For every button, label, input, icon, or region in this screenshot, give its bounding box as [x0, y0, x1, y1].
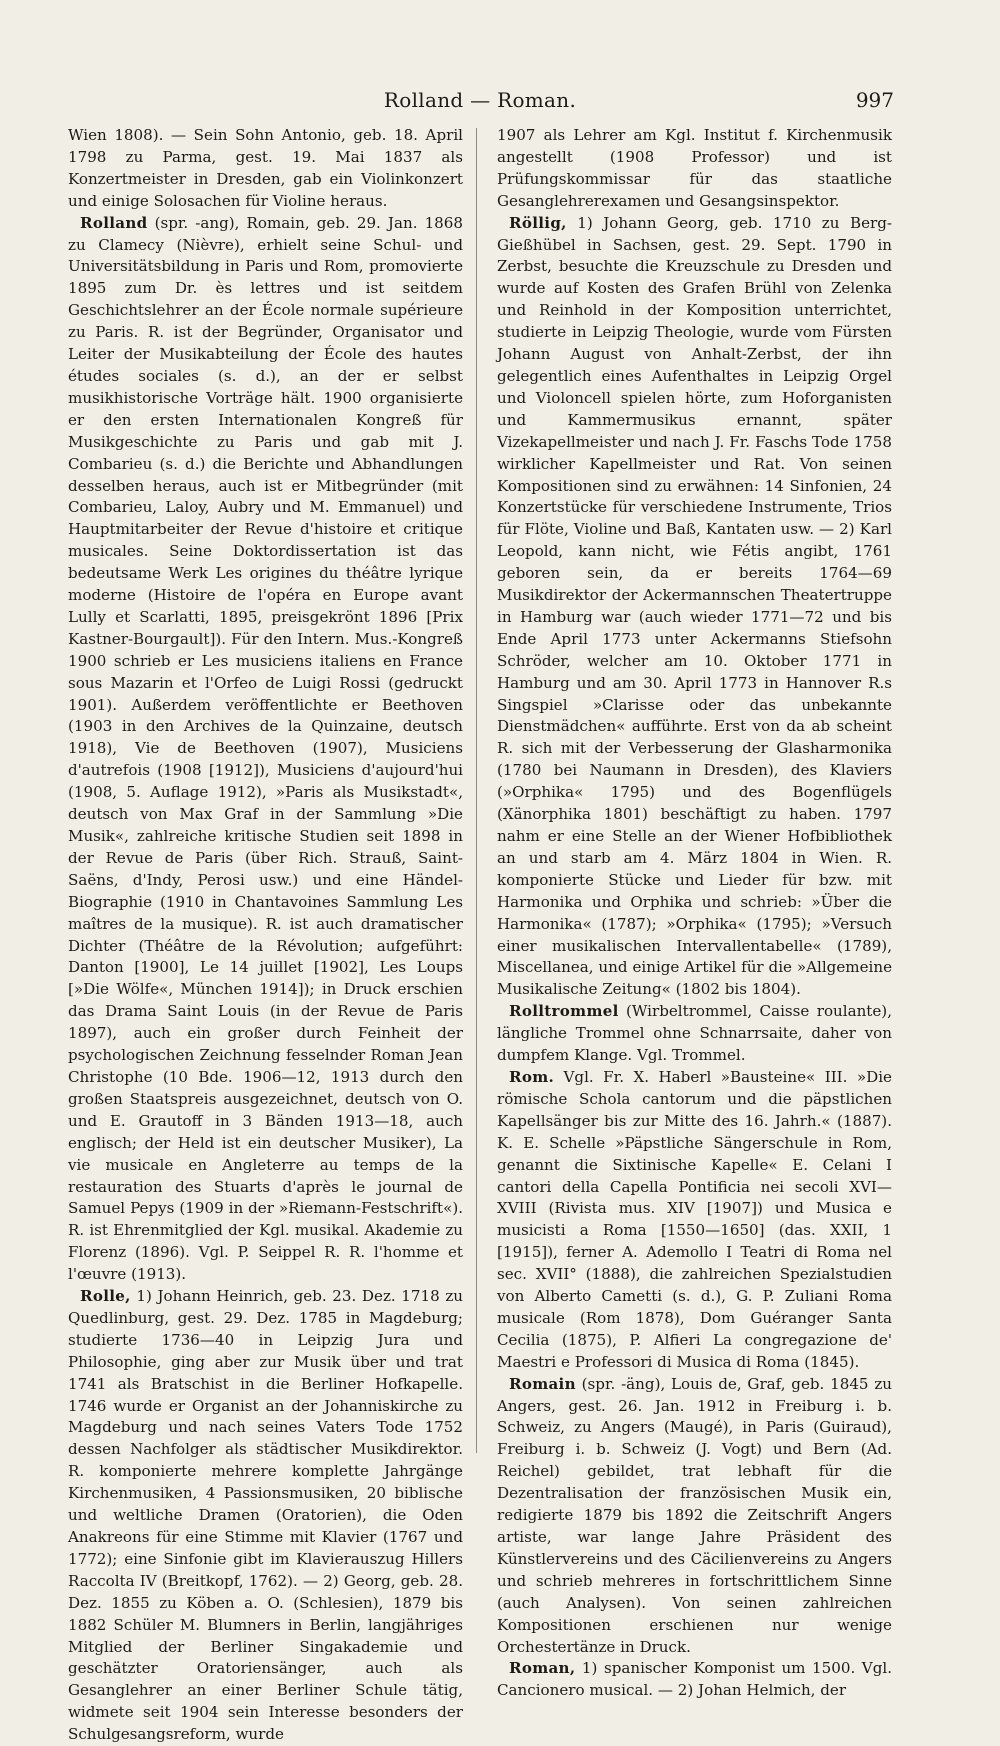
entry-paragraph	[497, 213, 892, 1002]
right-column	[497, 125, 892, 1702]
page-header	[66, 88, 894, 118]
entry-text: Wien 1808). — Sein Sohn Antonio, geb. 18. April 1798 zu Parma, gest. 19. Mai 1837 als Konzertmeister in Dresden, gab ein Violinkonzert und einige Solosachen für Violine heraus.	[68, 126, 463, 210]
running-head: Rolland — Roman.	[383, 88, 577, 112]
entry-paragraph	[497, 125, 892, 213]
entry-paragraph	[68, 125, 463, 213]
entry-text: 1907 als Lehrer am Kgl. Institut f. Kirchenmusik angestellt (1908 Professor) und ist Prüfungskommissar für das staatliche Gesanglehrerexamen und Gesangsinspektor.	[497, 126, 892, 210]
entry-lemma: Rolltrommel	[509, 1002, 619, 1021]
entry-text: 1) Johann Georg, geb. 1710 zu Berg-Gießhübel in Sachsen, gest. 29. Sept. 1790 in Zerbst, besuchte die Kreuzschule zu Dresden und wurde auf Kosten des Grafen Brühl von Zelenka und Reinhold in der Komposition unterrichtet, studierte in Leipzig Theologie, wurde vom Fürsten Johann August von Anhalt-Zerbst, der ihn gelegentlich eines Aufenthaltes in Leipzig Orgel und Violoncell spielen hörte, zum Hoforganisten und Kammermusikus ernannt, später Vizekapellmeister und nach J. Fr. Faschs Tode 1758 wirklicher Kapellmeister und Rat. Von seinen Kompositionen sind zu erwähnen: 14 Sinfonien, 24 Konzertstücke für verschiedene Instrumente, Trios für Flöte, Violine und Baß, Kantaten usw. — 2) Karl Leopold, kann nicht, wie Fétis angibt, 1761 geboren sein, da er bereits 1764—69 Musikdirektor der Ackermannschen Theatertruppe in Hamburg war (auch wieder 1771—72 und bis Ende April 1773 unter Ackermanns Stiefsohn Schröder, welcher am 10. Oktober 1771 in Hamburg und am 30. April 1773 in Hannover R.s Singspiel »Clarisse oder das unbekannte Dienstmädchen« aufführte. Erst von da ab scheint R. sich mit der Verbesserung der Glasharmonika (1780 bei Naumann in Dresden), des Klaviers (»Orphika« 1795) und des Bogenflügels (Xänorphika 1801) beschäftigt zu haben. 1797 nahm er eine Stelle an der Wiener Hofbibliothek an und starb am 4. März 1804 in Wien. R. komponierte Stücke und Lieder für bzw. mit Harmonika und Orphika und schrieb: »Über die Harmonika« (1787); »Orphika« (1795); »Versuch einer musikalischen Intervallentabelle« (1789), Miscellanea, und einige Artikel für die »Allgemeine Musikalische Zeitung« (1802 bis 1804).	[497, 213, 892, 999]
entry-paragraph	[497, 1658, 892, 1702]
entry-paragraph	[497, 1067, 892, 1374]
entry-lemma: Rolland	[80, 213, 148, 232]
entry-lemma: Romain	[509, 1374, 576, 1393]
entry-paragraph	[497, 1001, 892, 1067]
entry-lemma: Röllig,	[509, 213, 567, 232]
left-column	[68, 125, 463, 1746]
entry-paragraph	[497, 1374, 892, 1659]
entry-text: 1) Johann Heinrich, geb. 23. Dez. 1718 zu Quedlinburg, gest. 29. Dez. 1785 in Magdeburg; studierte 1736—40 in Leipzig Jura und Philosophie, ging aber zur Musik über und trat 1741 als Bratschist in die Berliner Hofkapelle. 1746 wurde er Organist an der Johanniskirche zu Magdeburg und nach seines Vaters Tode 1752 dessen Nachfolger als städtischer Musikdirektor. R. komponierte mehrere komplette Jahrgänge Kirchenmusiken, 4 Passionsmusiken, 20 biblische und weltliche Dramen (Oratorien), die Oden Anakreons für eine Stimme mit Klavier (1767 und 1772); eine Sinfonie gibt im Klavierauszug Hillers Raccolta IV (Breitkopf, 1762). — 2) Georg, geb. 28. Dez. 1855 zu Köben a. O. (Schlesien), 1879 bis 1882 Schüler M. Blumners in Berlin, langjähriges Mitglied der Berliner Singakademie und geschätzter Oratoriensänger, auch als Gesanglehrer an einer Berliner Schule tätig, widmete seit 1904 sein Interesse besonders der Schulgesangsreform, wurde	[68, 1287, 463, 1744]
page-number: 997	[855, 88, 894, 112]
entry-lemma: Rom.	[509, 1067, 555, 1086]
entry-text: Vgl. Fr. X. Haberl »Bausteine« III. »Die römische Schola cantorum und die päpstlichen Kapellsänger bis zur Mitte des 16. Jahrh.« (1887). K. E. Schelle »Päpstliche Sängerschule in Rom, genannt die Sixtinische Kapelle« E. Celani I cantori della Capella Pontificia nei secoli XVI—XVIII (Rivista mus. XIV [1907]) und Musica e musicisti a Roma [1550—1650] (das. XXII, 1 [1915]), ferner A. Ademollo I Teatri di Roma nel sec. XVII° (1888), die zahlreichen Spezialstudien von Alberto Cametti (s. d.), G. P. Zuliani Roma musicale (Rom 1878), Dom Guéranger Santa Cecilia (1875), P. Alfieri La congregazione de' Maestri e Professori di Musica di Roma (1845).	[497, 1067, 892, 1371]
entry-text: (Wirbeltrommel, Caisse roulante), längliche Trommel ohne Schnarrsaite, daher von dumpfem Klange. Vgl. Trommel.	[497, 1002, 892, 1065]
entry-lemma: Roman,	[509, 1659, 576, 1678]
entry-text: (spr. -äng), Louis de, Graf, geb. 1845 zu Angers, gest. 26. Jan. 1912 in Freiburg i. b. Schweiz, zu Angers (Maugé), in Paris (Guiraud), Freiburg i. b. Schweiz (J. Vogt) und Bern (Ad. Reichel) gebildet, trat lebhaft für die Dezentralisation der französischen Musik ein, redigierte 1879 bis 1892 die Zeitschrift Angers artiste, war lange Jahre Präsident des Künstlervereins und des Cäcilienvereins zu Angers und schrieb mehreres in fortschrittlichem Sinne (auch Analysen). Von seinen zahlreichen Kompositionen erschienen nur wenige Orchestertänze in Druck.	[497, 1374, 892, 1656]
entry-paragraph	[68, 1286, 463, 1746]
entry-lemma: Rolle,	[80, 1287, 131, 1306]
entry-text: 1) spanischer Komponist um 1500. Vgl. Cancionero musical. — 2) Johan Helmich, der	[497, 1659, 892, 1700]
entry-text: (spr. -ang), Romain, geb. 29. Jan. 1868 zu Clamecy (Nièvre), erhielt seine Schul- und Universitätsbildung in Paris und Rom, promovierte 1895 zum Dr. ès lettres und ist seitdem Geschichtslehrer an der École normale supérieure zu Paris. R. ist der Begründer, Organisator und Leiter der Musikabteilung der École des hautes études sociales (s. d.), an der er selbst musikhistorische Vorträge hält. 1900 organisierte er den ersten Internationalen Kongreß für Musikgeschichte zu Paris und gab mit J. Combarieu (s. d.) die Berichte und Abhandlungen desselben heraus, auch ist er Mitbegründer (mit Combarieu, Laloy, Aubry und M. Emmanuel) und Hauptmitarbeiter der Revue d'histoire et critique musicales. Seine Doktordissertation ist das bedeutsame Werk Les origines du théâtre lyrique moderne (Histoire de l'opéra en Europe avant Lully et Scarlatti, 1895, preisgekrönt 1896 [Prix Kastner-Bourgault]). Für den Intern. Mus.-Kongreß 1900 schrieb er Les musiciens italiens en France sous Mazarin et l'Orfeo de Luigi Rossi (gedruckt 1901). Außerdem veröffentlichte er Beethoven (1903 in den Archives de la Quinzaine, deutsch 1918), Vie de Beethoven (1907), Musiciens d'autrefois (1908 [1912]), Musiciens d'aujourd'hui (1908, 5. Auflage 1912), »Paris als Musikstadt«, deutsch von Max Graf in der Sammlung »Die Musik«, zahlreiche kritische Studien seit 1898 in der Revue de Paris (über Rich. Strauß, Saint-Saëns, d'Indy, Perosi usw.) und eine Händel-Biographie (1910 in Chantavoines Sammlung Les maîtres de la musique). R. ist auch dramatischer Dichter (Théâtre de la Révolution; aufgeführt: Danton [1900], Le 14 juillet [1902], Les Loups [»Die Wölfe«, München 1914]); in Druck erschien das Drama Saint Louis (in der Revue de Paris 1897), auch ein großer durch Feinheit der psychologischen Zeichnung fesselnder Roman Jean Christophe (10 Bde. 1906—12, 1913 durch den großen Staatspreis ausgezeichnet, deutsch von O. und E. Grautoff in 3 Bänden 1913—18, auch englisch; der Held ist ein deutscher Musiker), La vie musicale en Angleterre au temps de la restauration des Stuarts d'après le journal de Samuel Pepys (1909 in der »Riemann-Festschrift«). R. ist Ehrenmitglied der Kgl. musikal. Akademie zu Florenz (1896). Vgl. P. Seippel R. R. l'homme et l'œuvre (1913).	[68, 213, 463, 1284]
column-divider	[476, 128, 477, 1453]
entry-paragraph	[68, 213, 463, 1286]
